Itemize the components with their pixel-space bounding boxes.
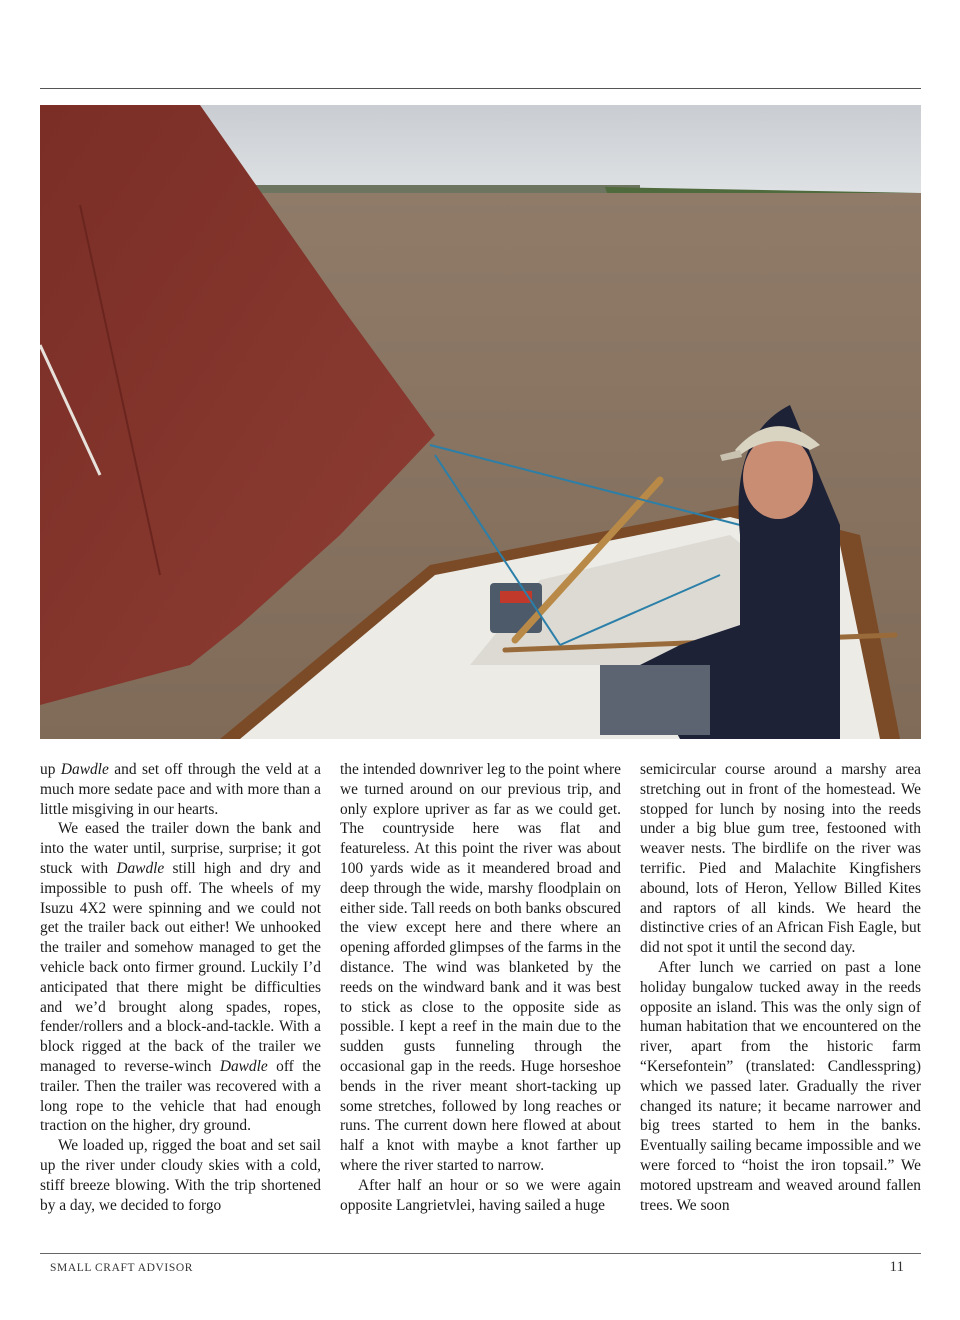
paragraph <box>340 760 621 1176</box>
article-columns <box>40 760 921 1240</box>
page-number: 11 <box>889 1259 904 1275</box>
paragraph <box>640 958 921 1215</box>
text-run: We eased the trailer down the bank and into the water until, surprise, surprise; it got stuck with <box>40 820 321 877</box>
boat-name: Dawdle <box>116 859 165 877</box>
paragraph <box>40 819 321 1136</box>
text-run: semicircular course around a marshy area stretching out in front of the homestead. We stopped for lunch by nosing into the reeds under a big blue gum tree, festooned with weaver nests. The birdlife on the river was terrific. Pied and Malachite Kingfishers abound, lots of Heron, Yellow Billed Kites and raptors of all kinds. We heard the distinctive cries of an African Fish Eagle, but did not spot it until the second day. <box>640 761 921 957</box>
paragraph <box>340 1176 621 1216</box>
paragraph <box>40 760 321 819</box>
text-run: off the trailer. Then the trailer was recovered with a long rope to the vehicle that had enough traction on the higher, dry ground. <box>40 1057 321 1135</box>
column-2 <box>340 760 621 1240</box>
column-1 <box>40 760 321 1240</box>
text-run: and set off through the veld at a much more sedate pace and with more than a little misgiving in our hearts. <box>40 761 321 818</box>
text-run: up <box>40 761 61 778</box>
text-run: After half an hour or so we were again opposite Langrietvlei, having sailed a huge <box>340 1176 621 1214</box>
text-run: After lunch we carried on past a lone holiday bungalow tucked away in the reeds opposite an island. This was the only sign of human habitation that we encountered on the river, apart from the historic farm “Kersefontein” (translated: Candlesspring) which we passed later. Gradually the river changed its nature; it became narrower and big trees started to hem in the banks. Eventually sailing became impossible and we were forced to “hoist the iron topsail.” We motored upstream and weaved around fallen trees. We soon <box>640 958 921 1214</box>
text-run: We loaded up, rigged the boat and set sail up the river under cloudy skies with a cold, stiff breeze blowing. With the trip shortened by a day, we decided to forgo <box>40 1137 321 1214</box>
text-run: still high and dry and impossible to push off. The wheels of my Isuzu 4X2 were spinning and we could not get the trailer back out either! We unhooked the trailer and somehow managed to get the vehicle back onto firmer ground. Luckily I’d anticipated that there might be difficulties and we’d brought along spades, ropes, fender/rollers and a block-and-tackle. With a block rigged at the back of the trailer we managed to reverse-winch <box>40 859 321 1075</box>
text-run: the intended downriver leg to the point where we turned around on our previous trip, and only explore upriver as far as we could get. The countryside here was flat and featureless. At this point the river was about 100 yards wide as it meandered broad and deep through the wide, marshy floodplain on either side. Tall reeds on both banks obscured the view except here and there where an opening afforded glimpses of the farms in the distance. The wind was blanketed by the reeds on the windward bank and it was best to stick as close to the opposite side as possible. I kept a reef in the main due to the sudden gusts funneling through the occasional gap in the reeds. Huge horseshoe bends in the river meant short-tacking up some stretches, followed by long reaches or runs. The current down here flowed at about half a knot with maybe a knot farther up where the river started to narrow. <box>340 761 621 1174</box>
sailing-photo <box>40 105 921 739</box>
top-rule <box>40 88 921 89</box>
column-3 <box>640 760 921 1240</box>
paragraph <box>40 1136 321 1215</box>
sailing-dinghy-photo-icon <box>40 105 921 739</box>
boat-name: Dawdle <box>219 1057 268 1075</box>
bottom-rule <box>40 1253 921 1254</box>
publication-name: SMALL CRAFT ADVISOR <box>50 1262 194 1274</box>
boat-name: Dawdle <box>60 761 109 778</box>
paragraph <box>640 760 921 958</box>
